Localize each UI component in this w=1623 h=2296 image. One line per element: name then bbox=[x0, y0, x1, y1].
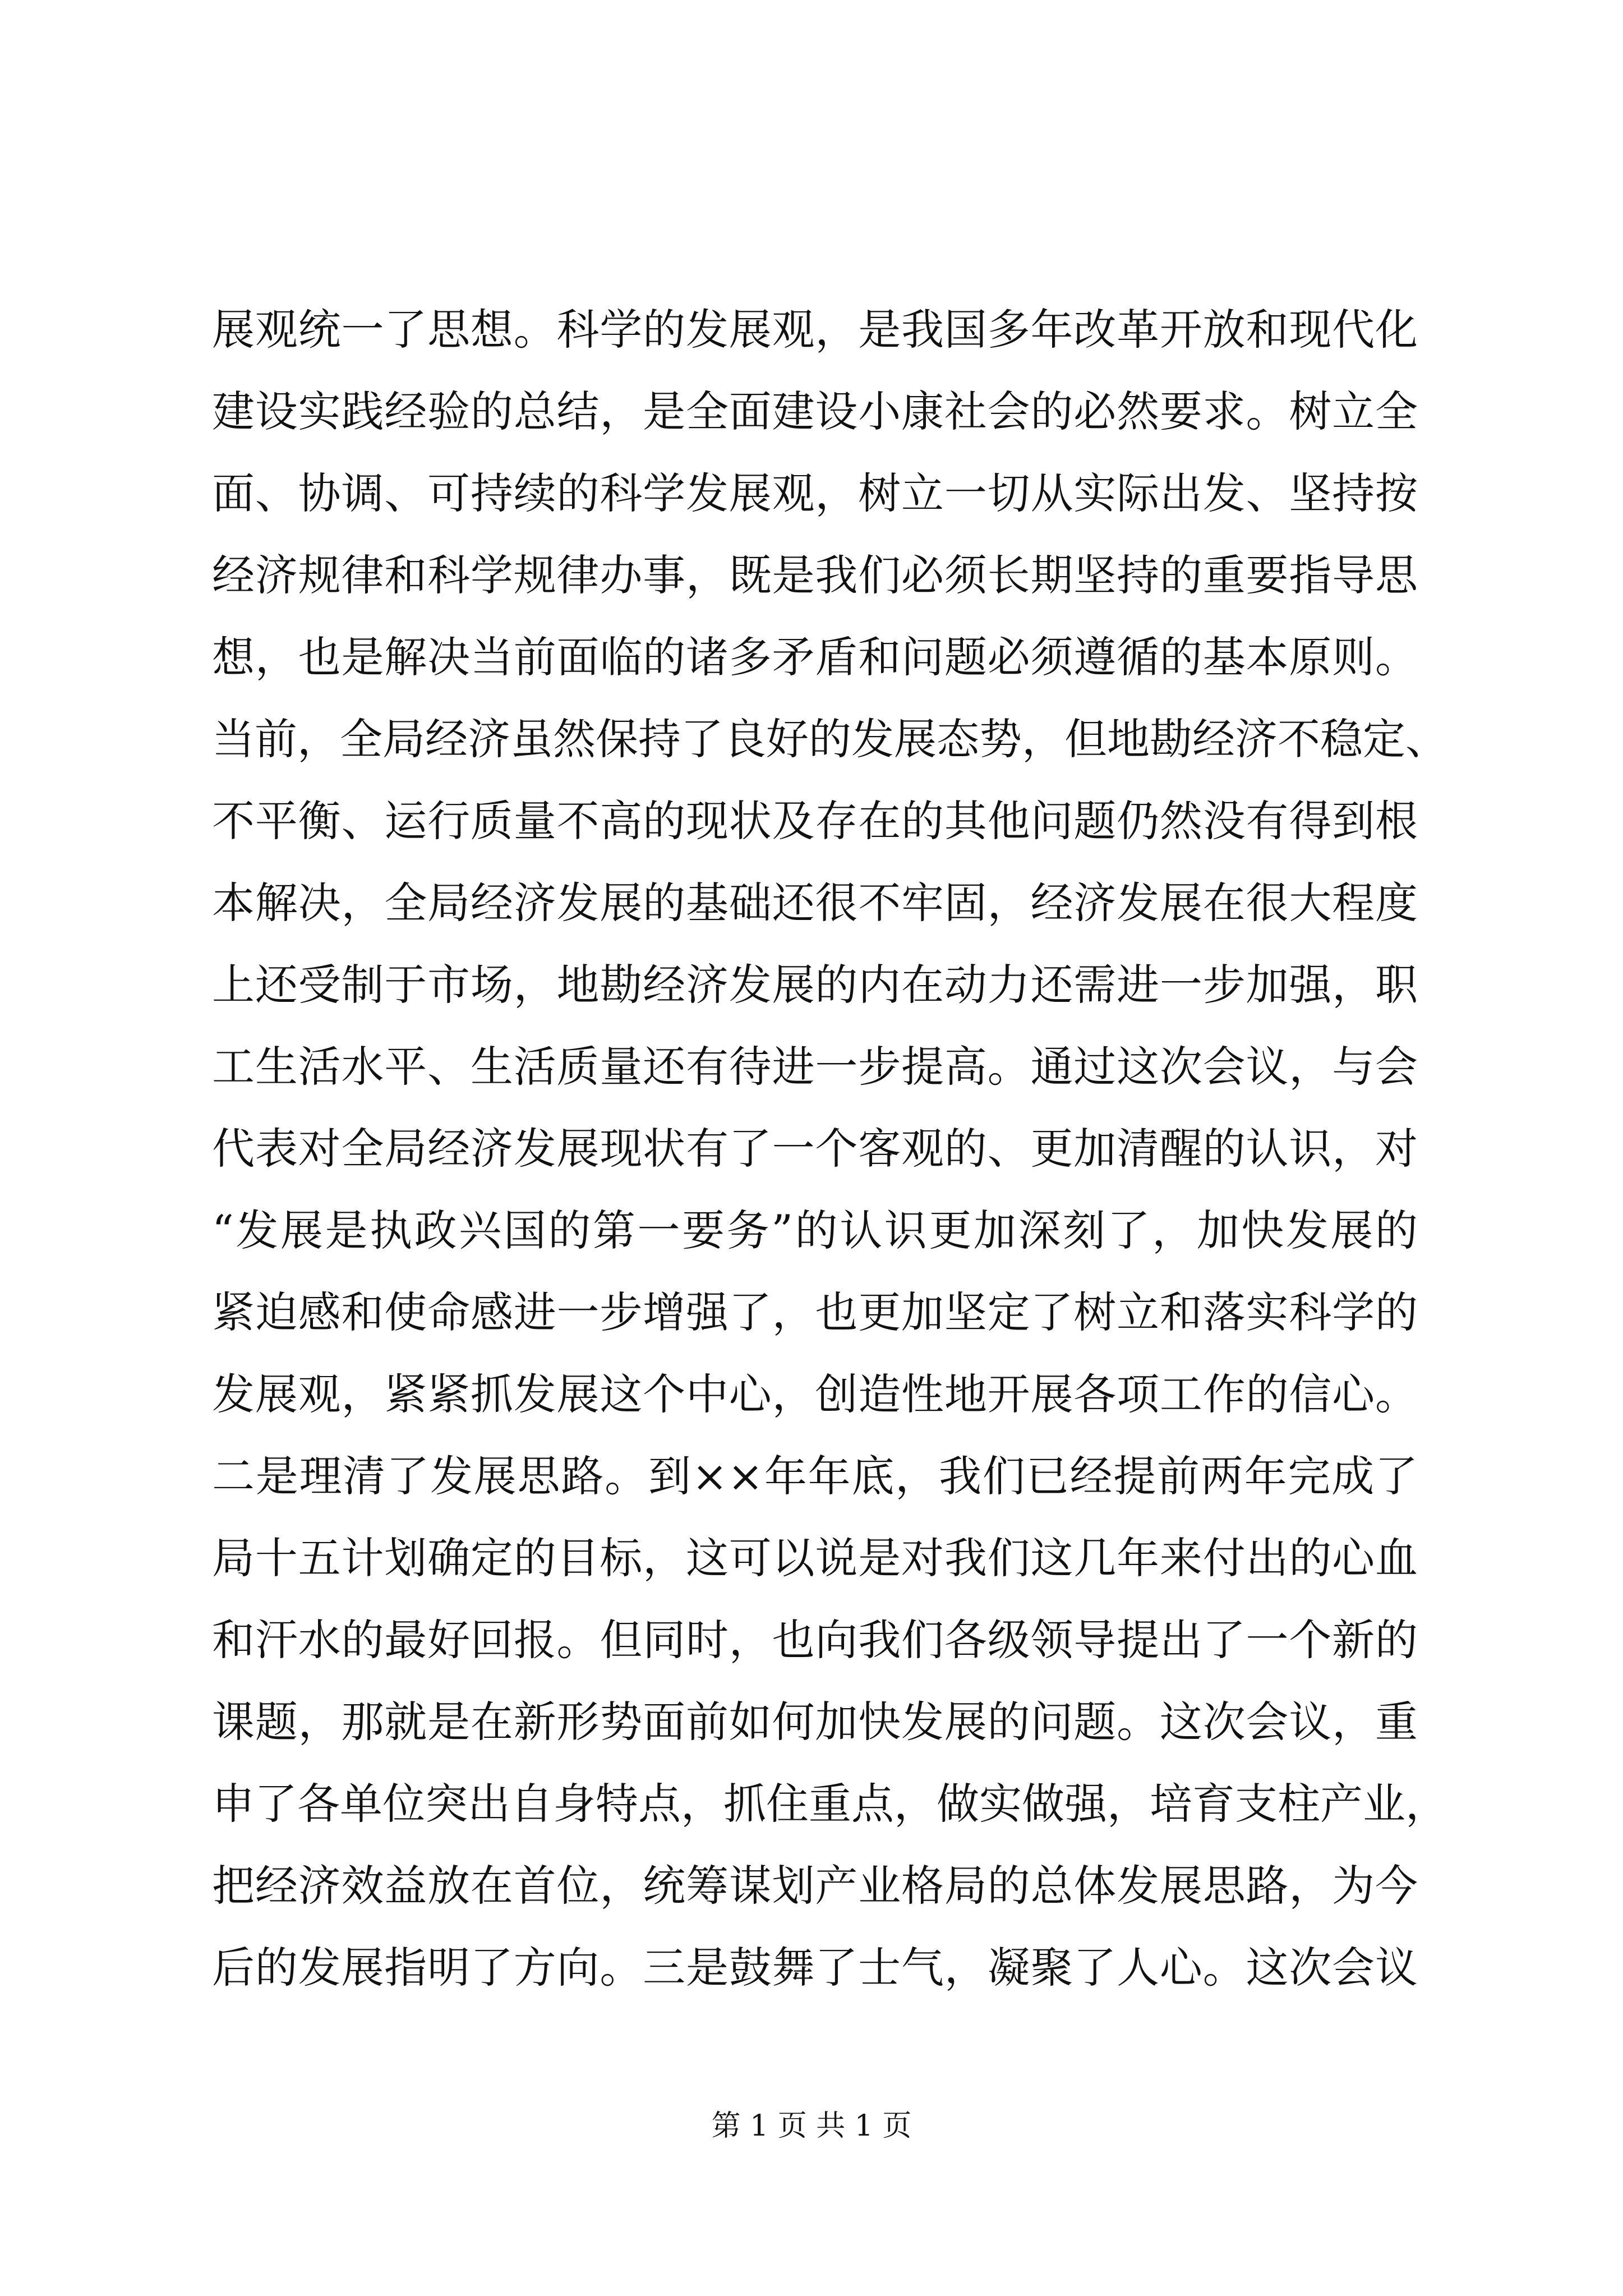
text-line: 局十五计划确定的目标，这可以说是对我们这几年来付出的心血 bbox=[212, 1533, 1418, 1583]
text-line: 不平衡、运行质量不高的现状及存在的其他问题仍然没有得到根 bbox=[212, 796, 1418, 846]
text-line: 课题，那就是在新形势面前如何加快发展的问题。这次会议，重 bbox=[212, 1697, 1418, 1747]
text-line: 建设实践经验的总结，是全面建设小康社会的必然要求。树立全 bbox=[212, 386, 1418, 436]
text-line: 当前，全局经济虽然保持了良好的发展态势，但地勘经济不稳定、 bbox=[212, 714, 1448, 764]
text-line: 经济规律和科学规律办事，既是我们必须长期坚持的重要指导思 bbox=[212, 550, 1418, 600]
text-line: 二是理清了发展思路。到××年年底，我们已经提前两年完成了 bbox=[212, 1451, 1418, 1501]
text-line: 发展观，紧紧抓发展这个中心，创造性地开展各项工作的信心。 bbox=[212, 1369, 1418, 1419]
text-line: 代表对全局经济发展现状有了一个客观的、更加清醒的认识，对 bbox=[212, 1124, 1418, 1174]
text-line: 上还受制于市场，地勘经济发展的内在动力还需进一步加强，职 bbox=[212, 960, 1418, 1010]
text-line: 申了各单位突出自身特点，抓住重点，做实做强，培育支柱产业， bbox=[212, 1779, 1448, 1829]
text-line: “发展是执政兴国的第一要务”的认识更加深刻了，加快发展的 bbox=[212, 1205, 1418, 1255]
text-line: 本解决，全局经济发展的基础还很不牢固，经济发展在很大程度 bbox=[212, 878, 1418, 928]
page-footer bbox=[0, 2106, 1623, 2146]
page-number-label: 第 1 页 共 1 页 bbox=[711, 2109, 912, 2143]
text-line: 工生活水平、生活质量还有待进一步提高。通过这次会议，与会 bbox=[212, 1042, 1418, 1092]
text-line: 面、协调、可持续的科学发展观，树立一切从实际出发、坚持按 bbox=[212, 468, 1418, 518]
text-line: 和汗水的最好回报。但同时，也向我们各级领导提出了一个新的 bbox=[212, 1615, 1418, 1665]
text-line: 展观统一了思想。科学的发展观，是我国多年改革开放和现代化 bbox=[212, 305, 1418, 355]
body-paragraph bbox=[212, 289, 1448, 2009]
text-line: 想，也是解决当前面临的诸多矛盾和问题必须遵循的基本原则。 bbox=[212, 632, 1418, 682]
text-line: 后的发展指明了方向。三是鼓舞了士气，凝聚了人心。这次会议 bbox=[212, 1943, 1418, 1993]
text-line: 把经济效益放在首位，统筹谋划产业格局的总体发展思路，为今 bbox=[212, 1861, 1418, 1911]
text-line: 紧迫感和使命感进一步增强了，也更加坚定了树立和落实科学的 bbox=[212, 1287, 1418, 1337]
